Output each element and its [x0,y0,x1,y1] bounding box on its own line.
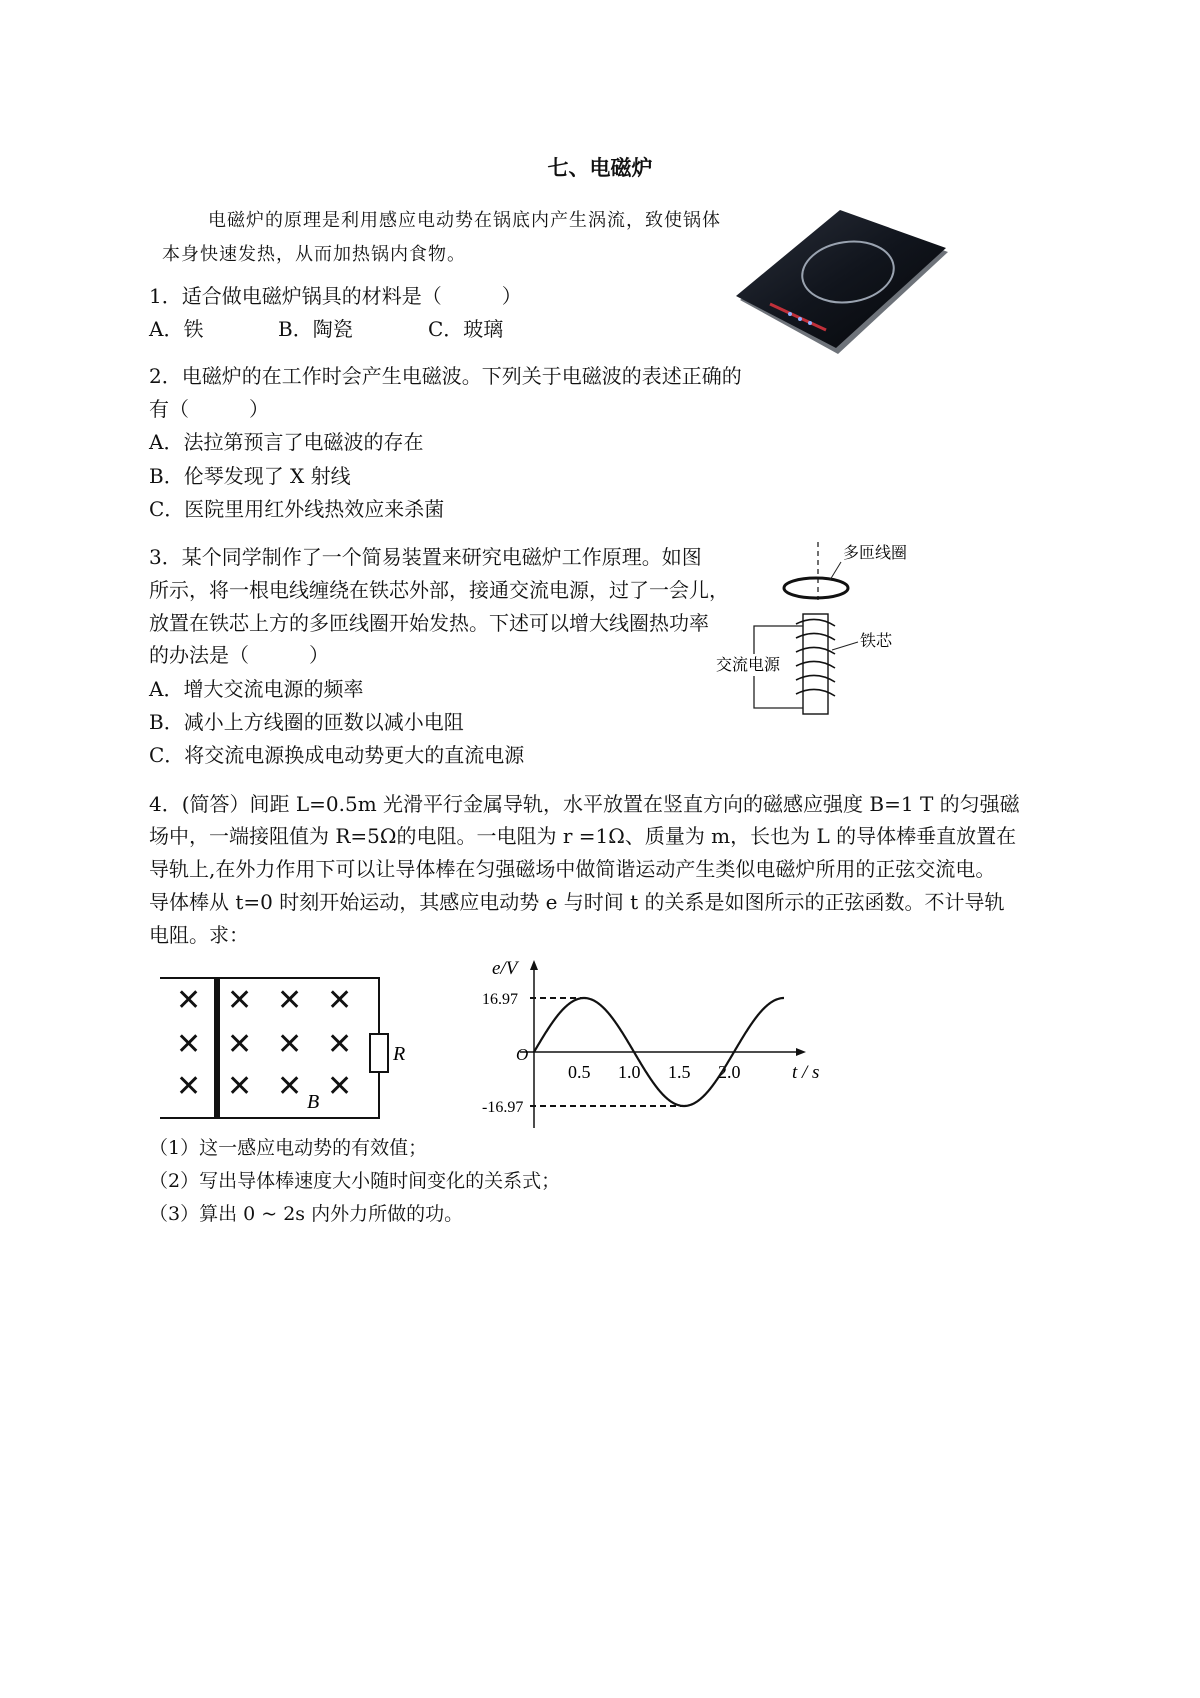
field-crosses [176,984,352,1103]
x-tick-label: 1.5 [668,1062,691,1082]
q2-option-c: C．医院里用红外线热效应来杀菌 [149,497,445,521]
field-cross: ✕ [327,984,353,1017]
q4-line-1: 4．(简答）间距 L=0.5m 光滑平行金属导轨，水平放置在竖直方向的磁感应强度 B=1 T 的匀强磁 [149,792,1020,816]
y-axis-label: e/V [492,958,518,979]
q3-stem-line-3: 放置在铁芯上方的多匝线圈开始发热。下述可以增大线圈热功率 [149,611,709,635]
x-tick-label: 1.0 [618,1062,641,1082]
q4-sub-1: （1）这一感应电动势的有效值； [149,1137,428,1159]
q1-option-a: A．铁 [149,317,204,341]
field-cross: ✕ [176,1070,202,1103]
q1-stem: 1．适合做电磁炉锅具的材料是（ ） [149,284,522,308]
x-axis-arrow [796,1048,806,1056]
q1-option-b: B．陶瓷 [278,317,353,341]
q3-stem-line-1: 3．某个同学制作了一个简易装置来研究电磁炉工作原理。如图 [149,545,702,569]
field-cross: ✕ [227,1028,253,1061]
q3-option-c: C．将交流电源换成电动势更大的直流电源 [149,743,525,767]
field-cross: ✕ [327,1028,353,1061]
y-tick-label-max: 16.97 [482,991,518,1008]
intro-line-1: 电磁炉的原理是利用感应电动势在锅底内产生涡流，致使锅体 [208,210,721,231]
field-cross: ✕ [227,1070,253,1103]
q4-line-5: 电阻。求： [149,923,249,947]
q2-option-b: B．伦琴发现了 X 射线 [149,464,351,488]
resistor-label: R [393,1043,406,1065]
emf-time-chart [480,950,840,1140]
x-tick-label: 2.0 [718,1062,741,1082]
field-cross: ✕ [327,1070,353,1103]
q3-stem-line-4: 的办法是（ ） [149,643,329,667]
field-cross: ✕ [176,984,202,1017]
q2-option-a: A．法拉第预言了电磁波的存在 [149,430,424,454]
field-label: B [307,1091,320,1113]
q4-line-2: 场中，一端接阻值为 R=5Ω的电阻。一电阻为 r =1Ω、质量为 m，长也为 L 的导体棒垂直放置在 [149,824,1017,848]
q3-stem-line-2: 所示，将一根电线缠绕在铁芯外部，接通交流电源，过了一会儿， [149,578,729,602]
q1-option-c: C．玻璃 [428,317,504,341]
y-tick-label-min: -16.97 [482,1099,524,1116]
field-cross: ✕ [227,984,253,1017]
intro-paragraph [162,204,782,272]
source-label: 交流电源 [716,657,781,674]
coil-label: 多匝线圈 [843,545,908,562]
coil-core-figure [708,538,928,722]
field-cross: ✕ [176,1028,202,1061]
x-axis-label: t / s [792,1062,820,1083]
x-tick-label: 0.5 [568,1062,591,1082]
intro-line-2: 本身快速发热，从而加热锅内食物。 [162,244,466,265]
q3-option-a: A．增大交流电源的频率 [149,677,364,701]
core-label: 铁芯 [860,633,893,650]
q2-stem-line-2: 有（ ） [149,397,269,421]
page-title: 七、电磁炉 [547,156,653,180]
induction-cooker-image [730,208,952,358]
field-cross: ✕ [277,984,303,1017]
magnetic-field-figure [155,968,415,1128]
q4-line-3: 导轨上,在外力作用下可以让导体棒在匀强磁场中做简谐运动产生类似电磁炉所用的正弦交流电。 [149,857,996,881]
q4-sub-2: （2）写出导体棒速度大小随时间变化的关系式； [149,1170,561,1192]
field-cross: ✕ [277,1028,303,1061]
q3-option-b: B．减小上方线圈的匝数以减小电阻 [149,710,464,734]
y-axis-arrow [530,960,538,970]
q4-sub-3: （3）算出 0 ~ 2s 内外力所做的功。 [149,1203,464,1225]
origin-label: O [516,1045,529,1064]
q2-stem-line-1: 2．电磁炉的在工作时会产生电磁波。下列关于电磁波的表述正确的 [149,364,742,388]
field-cross: ✕ [277,1070,303,1103]
q4-line-4: 导体棒从 t=0 时刻开始运动，其感应电动势 e 与时间 t 的关系是如图所示的正弦函数。不计导轨 [149,890,1005,914]
